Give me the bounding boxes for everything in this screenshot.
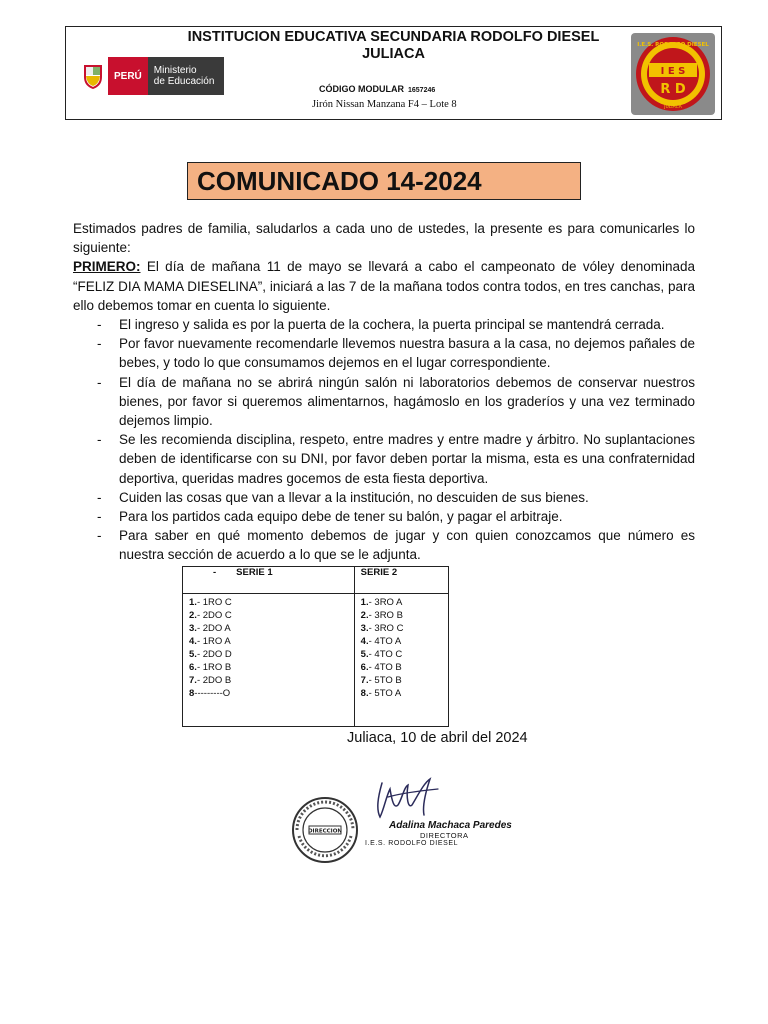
instruction-item: - El ingreso y salida es por la puerta de la cochera, la puerta principal se mantendrá cerrada. <box>73 315 695 334</box>
coat-of-arms-icon <box>78 57 108 95</box>
primero-text: El día de mañana 11 de mayo se llevará a cabo el campeonato de vóley denominada “FELIZ DIA MAMA DIESELINA”, iniciará a las 7 de la mañana todos contra todos, en tres canchas, para ello debemos tomar en cuenta lo siguiente. <box>73 259 695 313</box>
codigo-value: 1657246 <box>408 87 436 94</box>
list-item: 3.- 3RO C <box>360 623 404 634</box>
peru-label: PERÚ <box>108 57 148 95</box>
instruction-item: - Cuiden las cosas que van a llevar a la institución, no descuiden de sus bienes. <box>73 488 695 507</box>
instruction-item: - Para saber en qué momento debemos de jugar y con quien conozcamos que número es nuestra sección de acuerdo a lo que se le adjunta. <box>73 526 695 564</box>
primero-label: PRIMERO: <box>73 259 141 275</box>
ministry-line-1: Ministerio <box>153 65 197 76</box>
date-line: Juliaca, 10 de abril del 2024 <box>347 730 528 746</box>
instruction-item: - Por favor nuevamente recomendarle llevemos nuestra basura a la casa, no dejemos pañales de bebes, y todo lo que consumamos dejemos en el lugar correspondiente. <box>73 334 695 372</box>
serie-2-cell <box>354 594 448 727</box>
seal-label: DIRECCION <box>307 828 343 835</box>
signer-role: DIRECTORA <box>420 831 469 840</box>
list-item: 7.- 5TO B <box>360 675 402 686</box>
logo-letters-bottom: R D <box>660 82 686 97</box>
list-item: 8.- 5TO A <box>360 688 402 699</box>
school-address: Jirón Nissan Manzana F4 – Lote 8 <box>312 99 457 110</box>
list-item: 4.- 4TO A <box>360 636 402 647</box>
ministry-line-2: de Educación <box>153 76 215 87</box>
serie-1-list <box>183 594 354 700</box>
signer-institution: I.E.S. RODOLFO DIESEL <box>365 840 459 847</box>
codigo-label: CÓDIGO MODULAR <box>319 84 404 94</box>
list-item: 1.- 3RO A <box>360 597 403 608</box>
handwritten-signature-icon <box>368 775 448 825</box>
intro-paragraph: Estimados padres de familia, saludarlos a cada uno de ustedes, la presente es para comunicarles lo siguiente: <box>73 221 695 256</box>
list-item: 7.- 2DO B <box>189 675 232 686</box>
communique-body <box>73 219 695 565</box>
official-seal-icon <box>291 796 359 864</box>
serie-1-cell <box>183 594 355 727</box>
list-item: 8---------O <box>189 688 231 699</box>
codigo-modular <box>319 84 435 94</box>
instruction-item: - Para los partidos cada equipo debe de tener su balón, y pagar el arbitraje. <box>73 507 695 526</box>
list-item: 5.- 2DO D <box>189 649 232 660</box>
logo-ring-text: I.E.S. RODOLFO DIESEL <box>637 42 709 48</box>
logo-ring-city: JULIACA <box>664 105 682 110</box>
series-table <box>182 566 449 727</box>
list-item: 2.- 2DO C <box>189 610 232 621</box>
instruction-item: - El día de mañana no se abrirá ningún salón ni laboratorios debemos de conservar nuestros bienes, por favor si queremos alimentarnos, hagámoslo en los graderíos y una vez terminado dejemos limpio. <box>73 373 695 431</box>
serie-1-header: - SERIE 1 <box>183 567 355 594</box>
primero-paragraph <box>73 257 695 315</box>
letterhead <box>65 26 722 120</box>
list-item: 1.- 1RO C <box>189 597 232 608</box>
school-logo-icon <box>631 33 715 115</box>
signer-name: Adalina Machaca Paredes <box>389 820 512 831</box>
serie-2-list <box>355 594 448 700</box>
institution-city: JULIACA <box>362 46 425 62</box>
institution-title <box>146 29 641 63</box>
logo-letters-top: I E S <box>660 66 686 77</box>
table-header-row <box>183 567 449 594</box>
table-body-row <box>183 594 449 727</box>
serie-2-header: SERIE 2 <box>354 567 448 594</box>
list-item: 6.- 4TO B <box>360 662 402 673</box>
instructions-list <box>73 315 695 565</box>
instruction-item: - Se les recomienda disciplina, respeto, entre madres y entre madre y árbitro. No suplantaciones deben de identificarse con su DNI, por favor deben portar la misma, esta es una confraternidad deportiva, queridas madres gocemos de esta fiesta deportiva. <box>73 430 695 488</box>
list-item: 5.- 4TO C <box>360 649 403 660</box>
list-item: 4.- 1RO A <box>189 636 231 647</box>
communique-title: COMUNICADO 14-2024 <box>187 162 581 200</box>
list-item: 3.- 2DO A <box>189 623 231 634</box>
list-item: 2.- 3RO B <box>360 610 403 621</box>
institution-name: INSTITUCION EDUCATIVA SECUNDARIA RODOLFO DIESEL <box>187 29 600 45</box>
list-item: 6.- 1RO B <box>189 662 232 673</box>
